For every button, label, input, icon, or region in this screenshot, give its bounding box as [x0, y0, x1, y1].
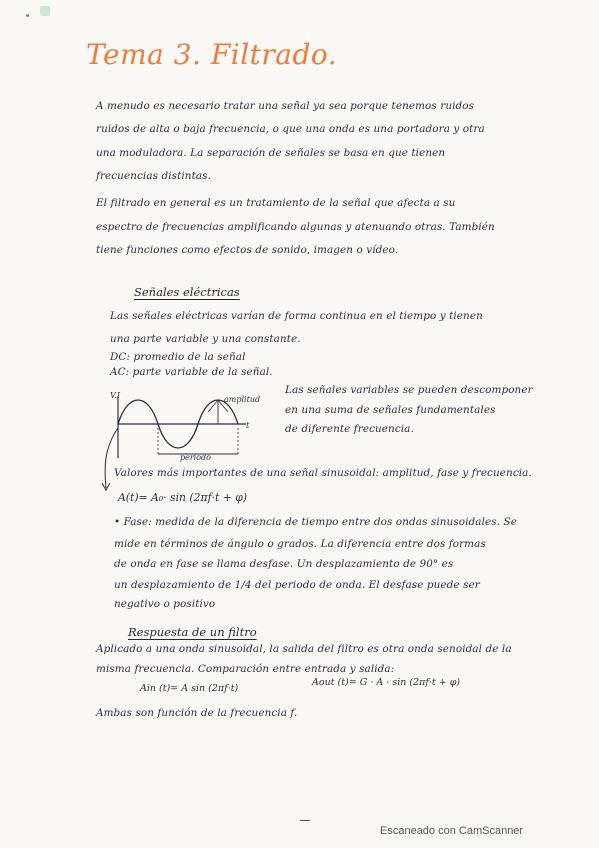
definition-line-3: tiene funciones como efectos de sonido, imagen o vídeo. — [96, 244, 399, 256]
intro-line-3: una moduladora. La separación de señales se basa en que tienen — [96, 147, 446, 159]
key-values-line: Valores más importantes de una señal sinusoidal: amplitud, fase y frecuencia. — [114, 467, 532, 479]
phase-line-4: un desplazamiento de 1/4 del periodo de onda. El desfase puede ser — [114, 579, 480, 591]
ink-dot — [26, 14, 29, 17]
side-text-line-3: de diferente frecuencia. — [285, 423, 414, 435]
ac-definition: AC: parte variable de la señal. — [110, 366, 273, 378]
period-label: periodo — [180, 453, 211, 462]
phase-line-2: mide en términos de ángulo o grados. La diferencia entre dos formas — [114, 538, 486, 550]
dc-definition: DC: promedio de la señal — [110, 351, 246, 363]
scanner-watermark: Escaneado con CamScanner — [380, 825, 524, 837]
intro-line-4: frecuencias distintas. — [96, 170, 211, 182]
side-text-line-1: Las señales variables se pueden descomponer — [285, 384, 533, 396]
x-axis-label: t — [246, 421, 250, 430]
signal-formula: A(t)= A₀· sin (2πf·t + φ) — [118, 491, 248, 504]
phase-line-1: • Fase: medida de la diferencia de tiempo entre dos ondas sinusoidales. Se — [114, 516, 517, 528]
conclusion-line: Ambas son función de la frecuencia f. — [96, 707, 298, 719]
amplitude-label: amplitud — [224, 395, 261, 404]
side-text-line-2: en una suma de señales fundamentales — [285, 404, 496, 416]
page-mark — [300, 820, 310, 821]
senales-line-2: una parte variable y una constante. — [110, 333, 301, 345]
definition-line-1: El filtrado en general es un tratamiento de la señal que afecta a su — [96, 197, 456, 209]
phase-line-3: de onda en fase se llama desfase. Un desplazamiento de 90° es — [114, 558, 454, 570]
intro-line-2: ruidos de alta o baja frecuencia, o que una onda es una portadora y otra — [96, 123, 485, 135]
definition-line-2: espectro de frecuencias amplificando algunas y atenuando otras. También — [96, 221, 495, 233]
section-heading-respuesta: Respuesta de un filtro — [128, 625, 257, 639]
intro-line-1: A menudo es necesario tratar una señal ya sea porque tenemos ruidos — [96, 100, 475, 112]
output-formula: Aout (t)= G · A · sin (2πf·t + φ) — [312, 677, 461, 688]
phase-line-5: negativo o positivo — [114, 598, 216, 610]
pointer-arrow — [105, 428, 118, 488]
response-line-1: Aplicado a una onda sinusoidal, la salida del filtro es otra onda senoidal de la — [96, 643, 512, 655]
senales-line-1: Las señales eléctricas varían de forma continua en el tiempo y tienen — [110, 310, 483, 322]
response-line-2: misma frecuencia. Comparación entre entrada y salida: — [96, 663, 395, 675]
page-title: Tema 3. Filtrado. — [86, 38, 338, 71]
input-formula: Ain (t)= A sin (2πf·t) — [140, 683, 239, 694]
section-heading-senales: Señales eléctricas — [134, 285, 240, 299]
sine-wave-diagram — [96, 388, 276, 498]
y-axis-label: V.I — [110, 391, 121, 400]
scanner-corner-mark — [40, 6, 50, 16]
